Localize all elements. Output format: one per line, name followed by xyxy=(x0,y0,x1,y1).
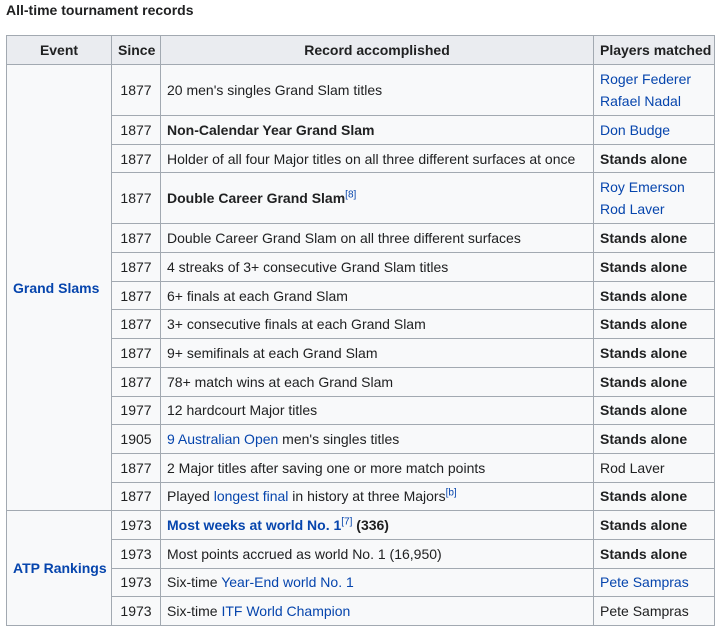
header-since[interactable]: Since xyxy=(112,36,161,65)
record-text: men's singles titles xyxy=(278,431,400,448)
since-cell: 1877 xyxy=(112,253,161,282)
since-cell: 1877 xyxy=(112,116,161,145)
players-cell xyxy=(594,281,715,310)
event-cell-link[interactable]: Grand Slams xyxy=(7,65,112,511)
record-text: Most points accrued as world No. 1 (16,950) xyxy=(167,545,442,562)
record-text: in history at three Majors xyxy=(288,488,446,505)
record-text: Six-time xyxy=(167,603,222,620)
players-cell xyxy=(594,482,715,511)
player-text: Stands alone xyxy=(600,258,688,275)
player-link[interactable]: Rod Laver xyxy=(600,201,665,218)
players-cell xyxy=(594,224,715,253)
record-cell xyxy=(161,144,594,173)
record-text: (336) xyxy=(352,517,389,534)
players-cell xyxy=(594,453,715,482)
record-text: Double Career Grand Slam xyxy=(167,190,346,207)
table-row xyxy=(7,453,715,482)
record-text: 20 men's singles Grand Slam titles xyxy=(167,82,383,98)
record-cell xyxy=(161,511,594,540)
record-link[interactable]: ITF World Champion xyxy=(221,603,351,620)
table-row xyxy=(7,253,715,282)
table-row xyxy=(7,597,715,626)
since-cell: 1877 xyxy=(112,65,161,116)
record-link[interactable]: Most weeks at world No. 1 xyxy=(167,517,342,534)
table-row xyxy=(7,482,715,511)
record-text: Non-Calendar Year Grand Slam xyxy=(167,121,375,138)
record-cell xyxy=(161,367,594,396)
since-cell: 1905 xyxy=(112,425,161,454)
table-row xyxy=(7,511,715,540)
player-text: Pete Sampras xyxy=(600,603,689,620)
player-text: Stands alone xyxy=(600,545,688,562)
table-row xyxy=(7,568,715,597)
table-row xyxy=(7,224,715,253)
since-cell: 1877 xyxy=(112,173,161,224)
player-link[interactable]: Pete Sampras xyxy=(600,574,689,591)
record-cell xyxy=(161,116,594,145)
player-text: Stands alone xyxy=(600,488,688,505)
record-text: 9+ semifinals at each Grand Slam xyxy=(167,344,378,361)
player-text: Stands alone xyxy=(600,230,688,247)
record-text: 78+ match wins at each Grand Slam xyxy=(167,373,394,390)
player-link[interactable]: Rafael Nadal xyxy=(600,93,681,109)
header-event[interactable]: Event xyxy=(7,36,112,65)
player-text: Stands alone xyxy=(600,431,688,448)
since-cell: 1973 xyxy=(112,568,161,597)
since-cell: 1877 xyxy=(112,339,161,368)
record-cell xyxy=(161,339,594,368)
record-cell xyxy=(161,224,594,253)
table-row xyxy=(7,396,715,425)
players-cell xyxy=(594,339,715,368)
table-row xyxy=(7,173,715,224)
record-cell xyxy=(161,539,594,568)
record-text: 4 streaks of 3+ consecutive Grand Slam titles xyxy=(167,258,449,275)
record-cell xyxy=(161,253,594,282)
record-cell xyxy=(161,281,594,310)
since-cell: 1877 xyxy=(112,367,161,396)
since-cell: 1877 xyxy=(112,224,161,253)
players-cell xyxy=(594,396,715,425)
table-row xyxy=(7,144,715,173)
header-record[interactable]: Record accomplished xyxy=(161,36,594,65)
players-cell xyxy=(594,568,715,597)
players-cell xyxy=(594,597,715,626)
players-cell xyxy=(594,367,715,396)
player-text: Stands alone xyxy=(600,287,688,304)
record-cell xyxy=(161,65,594,116)
players-cell xyxy=(594,173,715,224)
table-row xyxy=(7,116,715,145)
record-text: Six-time xyxy=(167,574,222,591)
record-text: 12 hardcourt Major titles xyxy=(167,402,318,419)
since-cell: 1973 xyxy=(112,597,161,626)
table-row xyxy=(7,539,715,568)
record-text: 3+ consecutive finals at each Grand Slam xyxy=(167,316,426,333)
player-text: Stands alone xyxy=(600,517,688,534)
record-link[interactable]: longest final xyxy=(213,488,289,505)
players-cell xyxy=(594,511,715,540)
records-table xyxy=(6,35,715,626)
players-cell xyxy=(594,425,715,454)
reference-link[interactable]: [8] xyxy=(345,189,357,201)
since-cell: 1877 xyxy=(112,281,161,310)
record-cell xyxy=(161,310,594,339)
table-row xyxy=(7,65,715,116)
record-cell xyxy=(161,173,594,224)
reference-link[interactable]: [7] xyxy=(341,516,353,528)
since-cell: 1973 xyxy=(112,511,161,540)
record-text: Played xyxy=(167,488,214,505)
player-link[interactable]: Don Budge xyxy=(600,121,671,138)
record-link[interactable]: 9 Australian Open xyxy=(167,431,279,448)
table-row xyxy=(7,367,715,396)
players-cell xyxy=(594,65,715,116)
header-players[interactable]: Players matched xyxy=(594,36,715,65)
reference-link[interactable]: [b] xyxy=(445,487,457,499)
record-text: Double Career Grand Slam on all three different surfaces xyxy=(167,230,521,247)
since-cell: 1877 xyxy=(112,144,161,173)
player-text: Stands alone xyxy=(600,316,688,333)
players-cell xyxy=(594,253,715,282)
player-link[interactable]: Roy Emerson xyxy=(600,179,685,196)
table-body xyxy=(7,65,715,626)
record-cell xyxy=(161,453,594,482)
since-cell: 1877 xyxy=(112,310,161,339)
event-cell-link[interactable]: ATP Rankings xyxy=(7,511,112,626)
player-text: Stands alone xyxy=(600,373,688,390)
player-text: Stands alone xyxy=(600,402,688,419)
since-cell: 1877 xyxy=(112,482,161,511)
players-cell xyxy=(594,310,715,339)
record-text: 2 Major titles after saving one or more match points xyxy=(167,459,486,476)
players-cell xyxy=(594,116,715,145)
page-title: All-time tournament records xyxy=(6,2,194,18)
record-cell xyxy=(161,396,594,425)
since-cell: 1877 xyxy=(112,453,161,482)
table-row xyxy=(7,310,715,339)
record-text: 6+ finals at each Grand Slam xyxy=(167,287,348,304)
players-cell xyxy=(594,144,715,173)
record-cell xyxy=(161,597,594,626)
since-cell: 1977 xyxy=(112,396,161,425)
record-cell xyxy=(161,482,594,511)
table-row xyxy=(7,281,715,310)
record-link[interactable]: Year-End world No. 1 xyxy=(221,574,354,591)
header-row xyxy=(7,36,715,65)
players-cell xyxy=(594,539,715,568)
player-text: Stands alone xyxy=(600,344,688,361)
since-cell: 1973 xyxy=(112,539,161,568)
record-cell xyxy=(161,425,594,454)
player-text: Rod Laver xyxy=(600,459,665,476)
player-text: Stands alone xyxy=(600,150,688,167)
table-row xyxy=(7,339,715,368)
record-text: Holder of all four Major titles on all three different surfaces at once xyxy=(167,150,576,167)
record-cell xyxy=(161,568,594,597)
table-row xyxy=(7,425,715,454)
player-link[interactable]: Roger Federer xyxy=(600,71,692,87)
